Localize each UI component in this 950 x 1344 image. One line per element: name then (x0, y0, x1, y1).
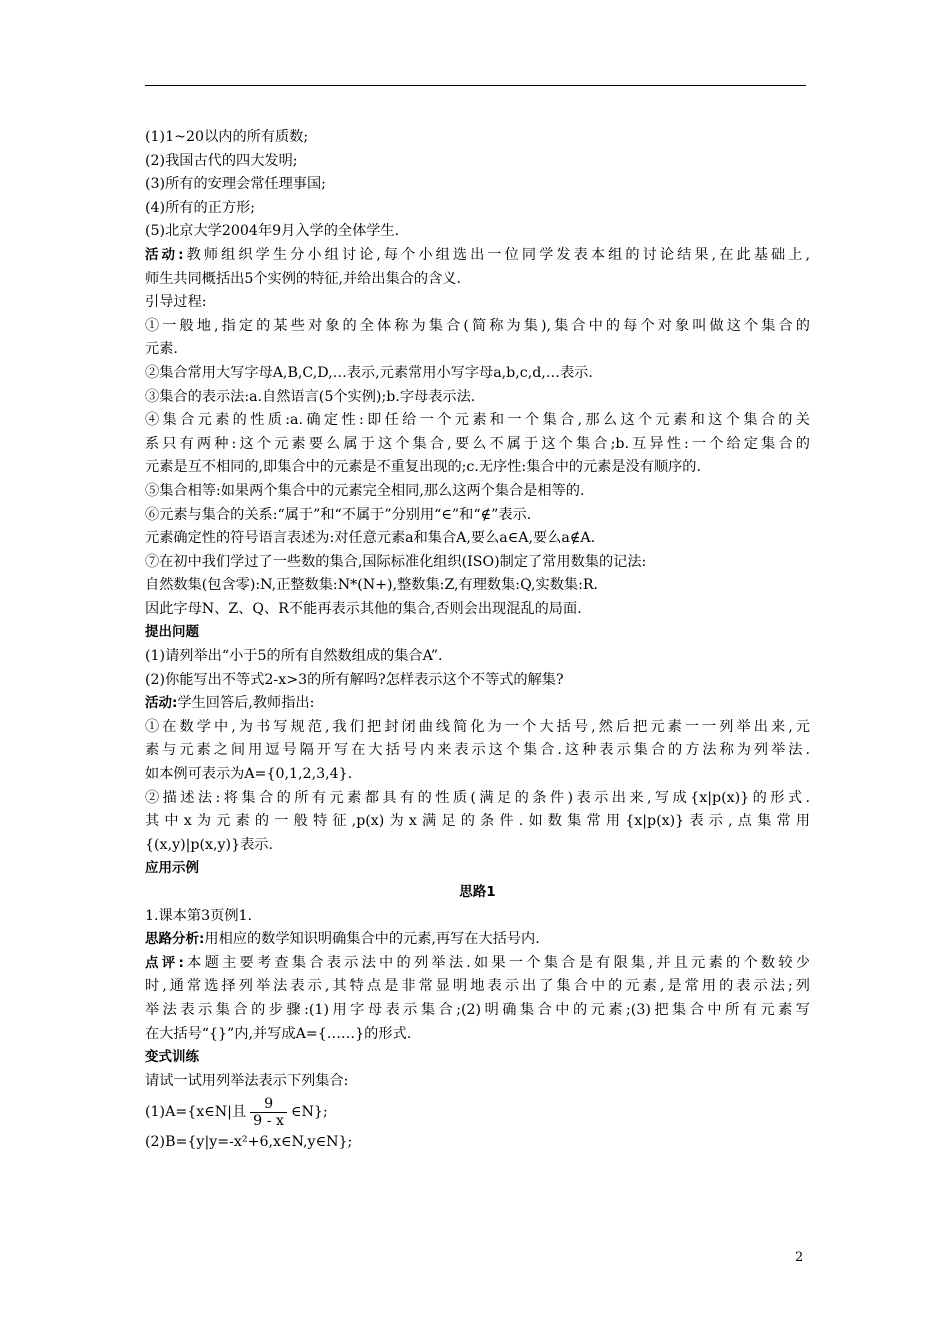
guide-item: ④集合元素的性质:a.确定性:即任给一个元素和一个集合,那么这个元素和这个集合的关 (145, 412, 810, 429)
guide-item: ②集合常用大写字母A,B,C,D,…表示,元素常用小写字母a,b,c,d,…表示. (145, 364, 593, 381)
exercise-item: (2)B={y|y=-x²+6,x∈N,y∈N}; (145, 1134, 353, 1151)
list-item: (4)所有的正方形; (145, 199, 256, 216)
guide-label: 引导过程: (145, 294, 207, 311)
activity-label: 活动: (145, 246, 184, 263)
section-heading: 应用示例 (145, 860, 199, 877)
fraction-denominator: 9 - x (253, 1112, 284, 1129)
exercise-intro: 请试一试用列举法表示下列集合: (145, 1072, 349, 1089)
question-item: (1)请列举出“小于5的所有自然数组成的集合A”. (145, 648, 443, 665)
point-item-cont: 如本例可表示为A={0,1,2,3,4}. (145, 766, 353, 783)
guide-item: ③集合的表示法:a.自然语言(5个实例);b.字母表示法. (145, 388, 476, 405)
comment-text-cont: 在大括号“{}”内,并写成A={……}的形式. (145, 1025, 412, 1042)
list-item: (2)我国古代的四大发明; (145, 152, 298, 169)
comment-text: 本题主要考查集合表示法中的列举法.如果一个集合是有限集,并且元素的个数较少 (183, 954, 810, 971)
example-item: 1.课本第3页例1. (145, 907, 253, 924)
activity-text-cont: 师生共同概括出5个实例的特征,并给出集合的含义. (145, 270, 461, 287)
comment-text-cont: 时,通常选择列举法表示,其特点是非常显明地表示出了集合中的元素,是常用的表示法;列 (145, 978, 810, 995)
analysis-label: 思路分析: (145, 931, 205, 948)
fraction (250, 1096, 287, 1129)
number-sets-line: 自然数集(包含零):N,正整数集:N*(N+),整数集:Z,有理数集:Q,实数集:R. (145, 577, 599, 594)
section-heading: 提出问题 (145, 624, 199, 641)
activity-text: 教师组织学生分小组讨论,每个小组选出一位同学发表本组的讨论结果,在此基础上, (183, 246, 810, 263)
comment-label: 点评: (145, 954, 184, 971)
point-item: ①在数学中,为书写规范,我们把封闭曲线简化为一个大括号,然后把元素一一列举出来,元 (145, 718, 810, 735)
list-item: (5)北京大学2004年9月入学的全体学生. (145, 223, 400, 240)
point-item-cont: {(x,y)|p(x,y)}表示. (145, 836, 273, 853)
comment-paragraph (145, 952, 810, 976)
guide-item: ⑦在初中我们学过了一些数的集合,国际标准化组织(ISO)制定了常用数集的记法: (145, 553, 647, 570)
list-item: (1)1~20以内的所有质数; (145, 129, 309, 145)
subsection-heading: 思路1 (459, 884, 496, 900)
exercise-text: (1)A={x∈N|且 (145, 1104, 247, 1121)
section-heading: 变式训练 (145, 1049, 199, 1066)
guide-item-cont: 元素确定性的符号语言表述为:对任意元素a和集合A,要么a∈A,要么a∉A. (145, 530, 596, 547)
analysis-text: 用相应的数学知识明确集合中的元素,再写在大括号内. (204, 931, 540, 948)
point-item-cont: 素与元素之间用逗号隔开写在大括号内来表示这个集合.这种表示集合的方法称为列举法. (145, 742, 810, 759)
header-rule (145, 85, 806, 86)
page-number: 2 (795, 1250, 804, 1265)
point-item-cont: 其中x为元素的一般特征,p(x)为x满足的条件.如数集常用{x|p(x)}表示,点集常用 (145, 813, 810, 830)
guide-item: ①一般地,指定的某些对象的全体称为集合(简称为集),集合中的每个对象叫做这个集合的 (145, 317, 810, 334)
exercise-text: ∈N}; (291, 1104, 328, 1121)
guide-item: ⑤集合相等:如果两个集合中的元素完全相同,那么这两个集合是相等的. (145, 482, 585, 499)
document-body (145, 126, 810, 1155)
exercise-item (145, 1093, 810, 1131)
question-item: (2)你能写出不等式2-x>3的所有解吗?怎样表示这个不等式的解集? (145, 671, 564, 688)
guide-item-cont: 元素. (145, 341, 178, 358)
fraction-numerator: 9 (250, 1096, 287, 1113)
activity-paragraph (145, 244, 810, 268)
analysis-paragraph (145, 928, 810, 952)
point-item: ②描述法:将集合的所有元素都具有的性质(满足的条件)表示出来,写成{x|p(x)}的形式. (145, 789, 810, 806)
guide-item-cont: 系只有两种:这个元素要么属于这个集合,要么不属于这个集合;b.互异性:一个给定集合的 (145, 435, 810, 452)
list-item: (3)所有的安理会常任理事国; (145, 176, 326, 193)
guide-item-cont: 元素是互不相同的,即集合中的元素是不重复出现的;c.无序性:集合中的元素是没有顺序的. (145, 459, 701, 476)
guide-item: ⑥元素与集合的关系:“属于”和“不属于”分别用“∈”和“∉”表示. (145, 506, 532, 523)
activity-label: 活动: (145, 695, 178, 712)
comment-text-cont: 举法表示集合的步骤:(1)用字母表示集合;(2)明确集合中的元素;(3)把集合中所有元素写 (145, 1001, 810, 1018)
activity-text: 学生回答后,教师指出: (177, 695, 315, 712)
guide-item-cont: 因此字母N、Z、Q、R不能再表示其他的集合,否则会出现混乱的局面. (145, 600, 582, 617)
activity-paragraph (145, 692, 810, 716)
